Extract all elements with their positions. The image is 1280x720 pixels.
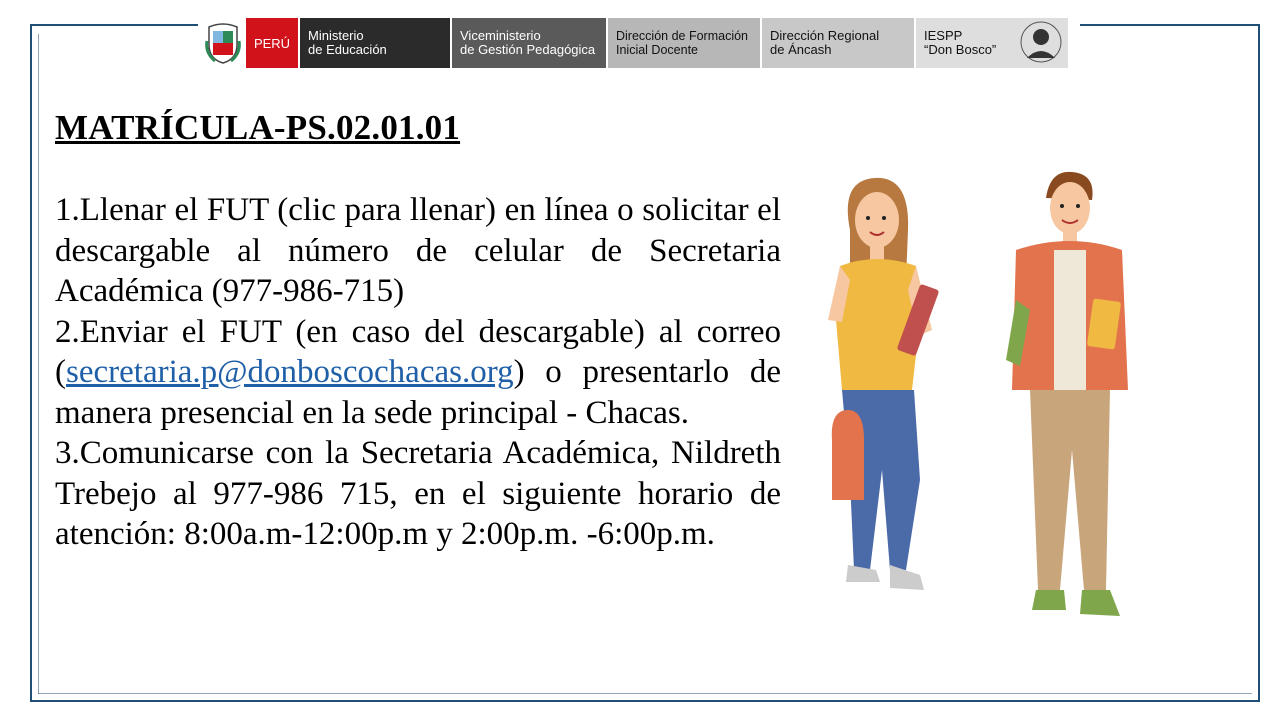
direction-line1: Dirección de Formación: [616, 29, 748, 43]
peru-label: PERÚ: [246, 18, 298, 68]
female-student-figure: [828, 178, 939, 590]
step-1: 1.Llenar el FUT (clic para llenar) en línea o solicitar el descargable al número de celular de Secretaria Académica (977-986-715): [55, 192, 781, 309]
regional-line1: Dirección Regional: [770, 28, 880, 43]
step-2: [55, 312, 781, 434]
frame-top-right-line: [1080, 24, 1260, 26]
regional-line2: de Áncash: [770, 42, 832, 57]
iespp-line1: IESPP: [924, 28, 963, 43]
instructions-body: [55, 190, 781, 555]
frame-inner-bottom-line: [38, 693, 1252, 694]
frame-top-line: [30, 24, 198, 26]
students-illustration: [820, 170, 1140, 635]
frame-left-line: [30, 24, 32, 702]
vice-line1: Viceministerio: [460, 28, 541, 43]
viceministry-label: [450, 18, 606, 68]
peru-coat-of-arms-icon: [200, 18, 246, 68]
male-student-figure: [1006, 172, 1128, 616]
iespp-line2: “Don Bosco”: [924, 42, 997, 57]
page-title: MATRÍCULA-PS.02.01.01: [55, 108, 461, 147]
frame-right-line: [1258, 24, 1260, 702]
step-2-text-before: 2.Enviar el FUT (en caso del descargable) al correo (: [55, 313, 781, 390]
ministry-line1: Ministerio: [308, 28, 364, 43]
institution-banner: [200, 18, 1068, 68]
frame-inner-left-line: [38, 34, 39, 694]
iespp-label: [914, 18, 1068, 68]
regional-label: [760, 18, 914, 68]
vice-line2: de Gestión Pedagógica: [460, 42, 596, 57]
ministry-line2: de Educación: [308, 42, 387, 57]
step-3: 3.Comunicarse con la Secretaria Académica, Nildreth Trebejo al 977-986 715, en el siguiente horario de atención: 8:00a.m-12:00p.m y 2:00p.m. -6:00p.m.: [55, 435, 781, 552]
don-bosco-logo-icon: [1018, 20, 1064, 66]
direction-line2: Inicial Docente: [616, 43, 698, 57]
ministry-label: [298, 18, 450, 68]
frame-bottom-line: [30, 700, 1260, 702]
direction-label: [606, 18, 760, 68]
step-2-text-after: ) o presentarlo de manera presencial en la sede principal - Chacas.: [55, 354, 781, 431]
email-link[interactable]: secretaria.p@donboscochacas.org: [66, 354, 514, 390]
